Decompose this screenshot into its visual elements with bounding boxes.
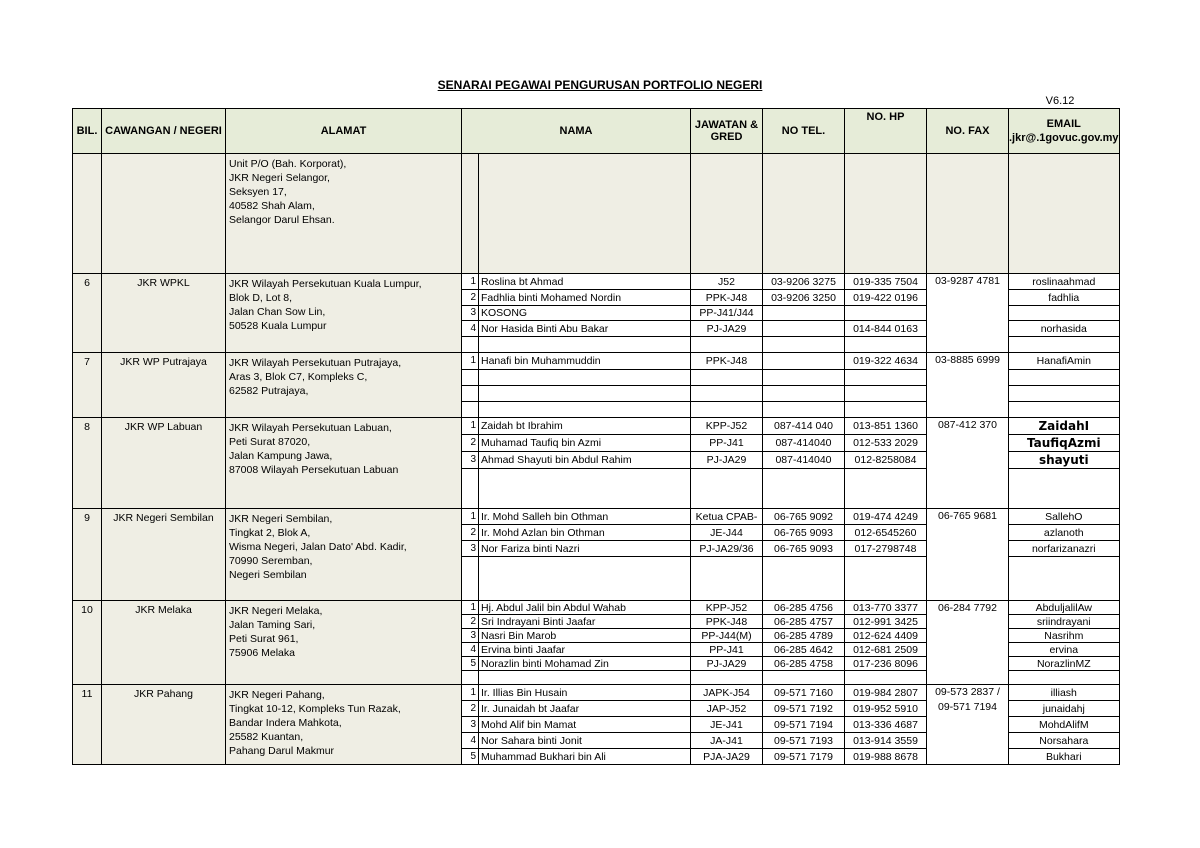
nama-cell: Ervina binti Jaafar [479,643,691,657]
hp-cell [845,469,927,509]
hp-cell: 012-991 3425 [845,615,927,629]
row-number: 3 [462,306,479,321]
jawatan-cell [691,671,763,685]
alamat-cell [226,685,462,765]
tel-cell: 06-765 9093 [763,525,845,541]
alamat-line: Wisma Negeri, Jalan Dato' Abd. Kadir, [229,541,407,553]
nama-cell [479,154,691,274]
tel-cell [763,469,845,509]
nama-cell: Sri Indrayani Binti Jaafar [479,615,691,629]
col-email: EMAIL .jkr@.1govuc.gov.my [1009,109,1120,154]
email-cell [1009,370,1120,386]
email-cell: HanafiAmin [1009,353,1120,370]
tel-cell [763,337,845,353]
email-cell [1009,337,1120,353]
alamat-cell [226,274,462,353]
row-number [462,469,479,509]
tel-cell: 06-285 4757 [763,615,845,629]
hp-cell [845,337,927,353]
tel-cell: 06-285 4642 [763,643,845,657]
nama-cell [479,671,691,685]
hp-cell: 012-681 2509 [845,643,927,657]
tel-cell [763,353,845,370]
cawangan-cell: JKR WPKL [102,274,226,353]
table-row [73,418,1120,435]
nama-cell: Ir. Illias Bin Husain [479,685,691,701]
fax-cell: 06-284 7792 [927,601,1009,685]
row-number: 4 [462,643,479,657]
alamat-line: Aras 3, Blok C7, Kompleks C, [229,371,368,383]
jawatan-cell: PJ-JA29 [691,321,763,337]
row-number [462,402,479,418]
email-cell: SallehO [1009,509,1120,525]
email-cell: AbduljalilAw [1009,601,1120,615]
jawatan-cell: PPK-J48 [691,290,763,306]
table-row [73,509,1120,525]
table-row [73,685,1120,701]
row-number: 2 [462,701,479,717]
hp-cell: 013-914 3559 [845,733,927,749]
col-bil: BIL. [73,109,102,154]
alamat-cell [226,418,462,509]
alamat-line: Selangor Darul Ehsan. [229,214,335,226]
alamat-line: Tingkat 10-12, Kompleks Tun Razak, [229,703,401,715]
tel-cell [763,306,845,321]
alamat-line: 87008 Wilayah Persekutuan Labuan [229,464,399,476]
nama-cell: Nasri Bin Marob [479,629,691,643]
row-number: 1 [462,418,479,435]
row-number: 3 [462,717,479,733]
nama-cell: Nor Sahara binti Jonit [479,733,691,749]
nama-cell [479,402,691,418]
tel-cell [763,671,845,685]
alamat-line: 50528 Kuala Lumpur [229,320,327,332]
jawatan-cell: PP-J41/J44 [691,306,763,321]
tel-cell: 09-571 7192 [763,701,845,717]
email-cell: azlanoth [1009,525,1120,541]
nama-cell: Hanafi bin Muhammuddin [479,353,691,370]
tel-cell [763,402,845,418]
jawatan-cell: PJA-JA29 [691,749,763,765]
jawatan-cell [691,154,763,274]
alamat-cell [226,154,462,274]
tel-cell: 09-571 7179 [763,749,845,765]
row-number: 2 [462,525,479,541]
staff-table [72,108,1120,765]
row-number: 1 [462,685,479,701]
jawatan-cell: JE-J44 [691,525,763,541]
row-number [462,671,479,685]
nama-cell: Muhamad Taufiq bin Azmi [479,435,691,452]
hp-cell: 019-984 2807 [845,685,927,701]
jawatan-cell: JAP-J52 [691,701,763,717]
nama-cell: KOSONG [479,306,691,321]
hp-cell: 017-236 8096 [845,657,927,671]
jawatan-cell: PP-J41 [691,643,763,657]
nama-cell: Ahmad Shayuti bin Abdul Rahim [479,452,691,469]
row-number: 3 [462,541,479,557]
hp-cell: 013-851 1360 [845,418,927,435]
alamat-line: Negeri Sembilan [229,569,307,581]
tel-cell: 087-414040 [763,435,845,452]
row-number: 1 [462,601,479,615]
row-number [462,557,479,601]
version-label: V6.12 [1045,95,1075,107]
jawatan-cell: JA-J41 [691,733,763,749]
nama-cell [479,557,691,601]
cawangan-cell: JKR Pahang [102,685,226,765]
cawangan-cell: JKR Negeri Sembilan [102,509,226,601]
email-cell [1009,386,1120,402]
col-nama: NAMA [462,109,691,154]
tel-cell: 06-285 4756 [763,601,845,615]
table-row [73,154,1120,274]
tel-cell [763,370,845,386]
row-number: 2 [462,435,479,452]
row-number [462,337,479,353]
email-cell: Nasrihm [1009,629,1120,643]
email-cell [1009,402,1120,418]
tel-cell [763,386,845,402]
alamat-line: JKR Negeri Sembilan, [229,513,333,525]
alamat-line: JKR Negeri Selangor, [229,172,330,184]
nama-cell: Zaidah bt Ibrahim [479,418,691,435]
hp-cell: 019-474 4249 [845,509,927,525]
fax-cell: 09-573 2837 / 09-571 7194 [927,685,1009,765]
email-cell: norhasida [1009,321,1120,337]
hp-cell [845,154,927,274]
table-row [73,601,1120,615]
alamat-line: 40582 Shah Alam, [229,200,315,212]
alamat-line: Tingkat 2, Blok A, [229,527,311,539]
email-cell: illiash [1009,685,1120,701]
alamat-line: Pahang Darul Makmur [229,745,335,757]
jawatan-cell: PPK-J48 [691,615,763,629]
page-title: SENARAI PEGAWAI PENGURUSAN PORTFOLIO NEGERI [437,78,763,92]
nama-cell: Nor Fariza binti Nazri [479,541,691,557]
fax-cell: 087-412 370 [927,418,1009,509]
row-number: 1 [462,509,479,525]
col-jawatan: JAWATAN & GRED [691,109,763,154]
tel-cell: 06-765 9093 [763,541,845,557]
alamat-line: Peti Surat 87020, [229,436,311,448]
tel-cell: 09-571 7193 [763,733,845,749]
hp-cell: 017-2798748 [845,541,927,557]
email-cell: shayuti [1009,452,1120,469]
alamat-line: JKR Wilayah Persekutuan Labuan, [229,422,392,434]
row-number: 3 [462,629,479,643]
email-cell [1009,671,1120,685]
nama-cell [479,386,691,402]
table-row [73,353,1120,370]
jawatan-cell: PJ-JA29/36 [691,541,763,557]
jawatan-cell: JAPK-J54 [691,685,763,701]
hp-cell: 012-8258084 [845,452,927,469]
hp-cell [845,671,927,685]
email-cell [1009,469,1120,509]
nama-cell [479,370,691,386]
nama-cell: Nor Hasida Binti Abu Bakar [479,321,691,337]
cawangan-cell: JKR WP Labuan [102,418,226,509]
col-alamat: ALAMAT [226,109,462,154]
hp-cell [845,370,927,386]
hp-cell: 013-336 4687 [845,717,927,733]
alamat-line: Bandar Indera Mahkota, [229,717,342,729]
email-cell: ZaidahI [1009,418,1120,435]
jawatan-cell [691,402,763,418]
col-fax: NO. FAX [927,109,1009,154]
nama-cell: Mohd Alif bin Mamat [479,717,691,733]
alamat-line: Jalan Taming Sari, [229,619,316,631]
email-cell [1009,306,1120,321]
alamat-line: 62582 Putrajaya, [229,385,309,397]
tel-cell: 03-9206 3275 [763,274,845,290]
nama-cell: Hj. Abdul Jalil bin Abdul Wahab [479,601,691,615]
hp-cell: 019-422 0196 [845,290,927,306]
tel-cell [763,557,845,601]
nama-cell: Ir. Mohd Salleh bin Othman [479,509,691,525]
hp-cell: 012-6545260 [845,525,927,541]
jawatan-cell: JE-J41 [691,717,763,733]
email-cell [1009,154,1120,274]
jawatan-cell: PJ-JA29 [691,657,763,671]
hp-cell: 012-624 4409 [845,629,927,643]
alamat-line: Jalan Chan Sow Lin, [229,306,326,318]
bil-cell: 7 [73,353,102,418]
tel-cell: 09-571 7160 [763,685,845,701]
tel-cell: 09-571 7194 [763,717,845,733]
email-cell: Norsahara [1009,733,1120,749]
bil-cell: 8 [73,418,102,509]
tel-cell: 06-285 4789 [763,629,845,643]
nama-cell: Ir. Junaidah bt Jaafar [479,701,691,717]
email-cell: fadhlia [1009,290,1120,306]
hp-cell: 019-335 7504 [845,274,927,290]
jawatan-cell: PP-J41 [691,435,763,452]
tel-cell [763,321,845,337]
jawatan-cell [691,386,763,402]
alamat-line: Seksyen 17, [229,186,287,198]
alamat-line: 25582 Kuantan, [229,731,304,743]
tel-cell: 06-285 4758 [763,657,845,671]
alamat-cell [226,353,462,418]
hp-cell [845,386,927,402]
jawatan-cell: PJ-JA29 [691,452,763,469]
email-cell: MohdAlifM [1009,717,1120,733]
fax-cell: 03-9287 4781 [927,274,1009,353]
col-hp: NO. HP [845,109,927,154]
fax-cell: 03-8885 6999 [927,353,1009,418]
row-number: 2 [462,615,479,629]
row-number [462,370,479,386]
hp-cell: 019-322 4634 [845,353,927,370]
cawangan-cell: JKR WP Putrajaya [102,353,226,418]
alamat-line: JKR Negeri Melaka, [229,605,323,617]
nama-cell [479,469,691,509]
alamat-line: 75906 Melaka [229,647,295,659]
hp-cell: 012-533 2029 [845,435,927,452]
bil-cell: 6 [73,274,102,353]
alamat-line: Blok D, Lot 8, [229,292,293,304]
alamat-line: Peti Surat 961, [229,633,299,645]
bil-cell: 9 [73,509,102,601]
nama-cell: Ir. Mohd Azlan bin Othman [479,525,691,541]
tel-cell: 03-9206 3250 [763,290,845,306]
row-number: 5 [462,657,479,671]
row-number: 4 [462,733,479,749]
cawangan-cell [102,154,226,274]
tel-cell [763,154,845,274]
alamat-line: Jalan Kampung Jawa, [229,450,333,462]
cawangan-cell: JKR Melaka [102,601,226,685]
email-cell: ervina [1009,643,1120,657]
row-number: 4 [462,321,479,337]
jawatan-cell [691,469,763,509]
row-number [462,386,479,402]
hp-cell: 014-844 0163 [845,321,927,337]
bil-cell [73,154,102,274]
nama-cell: Fadhlia binti Mohamed Nordin [479,290,691,306]
alamat-line: Unit P/O (Bah. Korporat), [229,158,347,170]
email-cell: norfarizanazri [1009,541,1120,557]
hp-cell [845,306,927,321]
email-cell: sriindrayani [1009,615,1120,629]
email-cell: NorazlinMZ [1009,657,1120,671]
nama-cell [479,337,691,353]
fax-cell: 06-765 9681 [927,509,1009,601]
row-number [462,154,479,274]
row-number: 3 [462,452,479,469]
jawatan-cell: PP-J44(M) [691,629,763,643]
jawatan-cell [691,370,763,386]
alamat-line: JKR Wilayah Persekutuan Kuala Lumpur, [229,278,422,290]
email-cell: TaufiqAzmi [1009,435,1120,452]
bil-cell: 10 [73,601,102,685]
alamat-cell [226,509,462,601]
email-cell [1009,557,1120,601]
alamat-line: JKR Negeri Pahang, [229,689,325,701]
nama-cell: Roslina bt Ahmad [479,274,691,290]
table-row [73,274,1120,290]
row-number: 1 [462,274,479,290]
alamat-line: 70990 Seremban, [229,555,313,567]
jawatan-cell: KPP-J52 [691,418,763,435]
jawatan-cell: Ketua CPAB- [691,509,763,525]
jawatan-cell [691,557,763,601]
fax-cell [927,154,1009,274]
tel-cell: 087-414040 [763,452,845,469]
hp-cell: 013-770 3377 [845,601,927,615]
hp-cell [845,557,927,601]
row-number: 1 [462,353,479,370]
email-cell: junaidahj [1009,701,1120,717]
row-number: 2 [462,290,479,306]
hp-cell: 019-988 8678 [845,749,927,765]
jawatan-cell: PPK-J48 [691,353,763,370]
col-cawangan: CAWANGAN / NEGERI [102,109,226,154]
jawatan-cell [691,337,763,353]
row-number: 5 [462,749,479,765]
jawatan-cell: J52 [691,274,763,290]
col-tel: NO TEL. [763,109,845,154]
alamat-cell [226,601,462,685]
hp-cell [845,402,927,418]
email-cell: roslinaahmad [1009,274,1120,290]
hp-cell: 019-952 5910 [845,701,927,717]
nama-cell: Muhammad Bukhari bin Ali [479,749,691,765]
tel-cell: 06-765 9092 [763,509,845,525]
alamat-line: JKR Wilayah Persekutuan Putrajaya, [229,357,402,369]
nama-cell: Norazlin binti Mohamad Zin [479,657,691,671]
jawatan-cell: KPP-J52 [691,601,763,615]
bil-cell: 11 [73,685,102,765]
email-cell: Bukhari [1009,749,1120,765]
tel-cell: 087-414 040 [763,418,845,435]
